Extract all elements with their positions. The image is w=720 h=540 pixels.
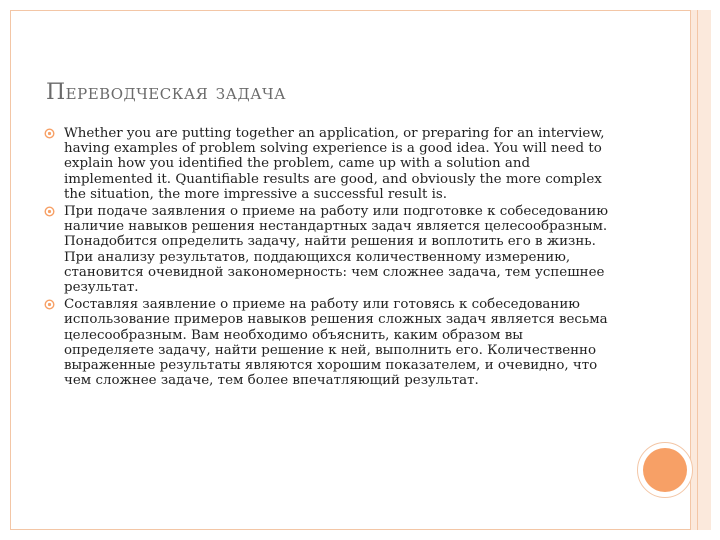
band-divider-line [697,10,698,530]
bullet-list [44,126,614,390]
bullet-text: При подаче заявления о приеме на работу или подготовке к собеседованию наличие навыков решения нестандартных задач является целесообразным. Понадобится определить задачу, найти решения и воплотить его в жизнь. При анализу результатов, поддающихся количественному измерению, становится очевидной закономерность: чем сложнее задача, тем успешнее результат. [64,204,609,296]
orange-circle-ornament [643,448,687,492]
flower-bullet-icon [44,206,55,217]
bullet-item [44,204,614,295]
slide-title: Переводческая задача [46,80,287,105]
bullet-item [44,126,614,202]
flower-bullet-icon [44,299,55,310]
bullet-text: Составляя заявление о приеме на работу или готовясь к собеседованию использование примеров навыков решения сложных задач является весьма целесообразным. Вам необходимо объяснить, каким образом вы определяете задачу, найти решение к ней, выполнить его. Количественно выраженные результаты являются хорошим показателем, и очевидно, что чем сложнее задаче, тем более впечатляющий результат. [64,297,608,389]
bullet-text: Whether you are putting together an application, or preparing for an interview, having examples of problem solving experience is a good idea. You will need to explain how you identified the problem, came up with a solution and implemented it. Quantifiable results are good, and obviously the more complex the situation, the more impressive a successful result is. [64,126,605,202]
bullet-item [44,297,614,388]
side-decorative-band [690,10,711,530]
flower-bullet-icon [44,128,55,139]
